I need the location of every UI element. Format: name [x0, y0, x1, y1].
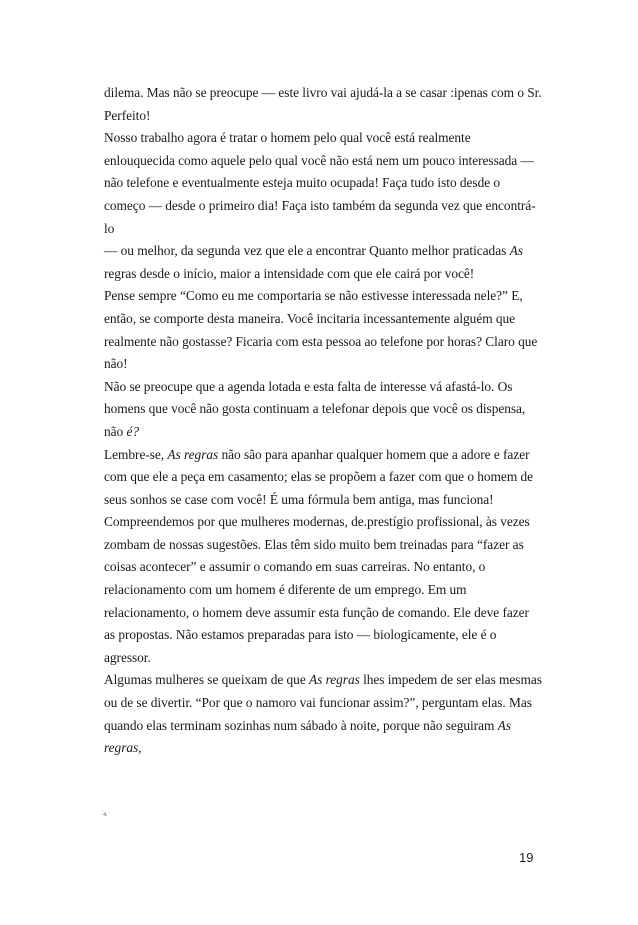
text-line [104, 692, 544, 715]
text-line [104, 602, 544, 625]
text-line [104, 105, 544, 128]
italic-text: As regras [167, 446, 219, 462]
text-run: quando elas terminam sozinhas num sábado à noite, porque não seguiram [104, 717, 498, 733]
text-run: ou de se divertir. “Por que o namoro vai funcionar assim?”, perguntam elas. Mas [104, 695, 532, 711]
text-line [104, 466, 544, 489]
text-line [104, 82, 544, 105]
text-run: não telefone e eventualmente esteja muito ocupada! Faça tudo isto desde o [104, 175, 501, 191]
text-line [104, 398, 544, 421]
text-run: lo [104, 220, 115, 236]
text-run: zombam de nossas sugestões. Elas têm sido muito bem treinadas para “fazer as [104, 536, 524, 552]
text-line [104, 308, 544, 331]
text-run: dilema. Mas não se preocupe — este livro vai ajudá-la a se casar :ipenas com o Sr. [104, 85, 542, 100]
page-number: 19 [519, 850, 534, 865]
italic-text: é? [126, 423, 140, 439]
text-line [104, 376, 544, 399]
text-line [104, 331, 544, 354]
text-line [104, 444, 544, 467]
text-line [104, 556, 544, 579]
text-line [104, 579, 544, 602]
text-run: Compreendemos por que mulheres modernas, de.prestígio profissional, às vezes [104, 514, 530, 530]
text-line [104, 127, 544, 150]
text-run: realmente não gostasse? Ficaria com esta pessoa ao telefone por horas? Claro que [104, 333, 538, 349]
text-run: relacionamento com um homem é diferente de um emprego. Em um [104, 582, 467, 598]
text-line [104, 737, 544, 760]
italic-text: regras, [104, 740, 142, 756]
text-run: Algumas mulheres se queixam de que [104, 672, 310, 688]
text-line [104, 489, 544, 512]
text-line [104, 218, 544, 241]
text-line [104, 195, 544, 218]
text-run: as propostas. Não estamos preparadas para isto — biologicamente, ele é o [104, 627, 497, 643]
text-run: começo — desde o primeiro dia! Faça isto também da segunda vez que encontrá- [104, 197, 536, 213]
text-line [104, 285, 544, 308]
text-line [104, 534, 544, 557]
footnote-mark: 4. [103, 812, 108, 818]
text-run: Perfeito! [104, 107, 151, 123]
text-line [104, 669, 544, 692]
text-run: com que ele a peça em casamento; elas se propõem a fazer com que o homem de [104, 469, 534, 485]
italic-text: As regras [309, 672, 360, 688]
text-run: coisas acontecer” e assumir o comando em suas carreiras. No entanto, o [104, 559, 486, 575]
text-line [104, 511, 544, 534]
text-run: — ou melhor, da segunda vez que ele a encontrar Quanto melhor praticadas [104, 243, 510, 259]
text-run: Lembre-se, [104, 446, 168, 462]
text-run: Nosso trabalho agora é tratar o homem pelo qual você está realmente [104, 130, 471, 146]
text-run: enlouquecida como aquele pelo qual você não está nem um pouco interessada — [104, 152, 534, 168]
text-run: seus sonhos se case com você! É uma fórmula bem antiga, mas funciona! [104, 491, 494, 507]
text-run: não! [104, 356, 128, 372]
text-line [104, 421, 544, 444]
text-run: agressor. [104, 649, 151, 665]
text-line [104, 150, 544, 173]
text-run: então, se comporte desta maneira. Você incitaria incessantemente alguém que [104, 310, 516, 326]
text-line [104, 715, 544, 738]
text-run: regras desde o início, maior a intensidade com que ele cairá por você! [104, 265, 475, 281]
italic-text: As [509, 243, 523, 259]
italic-text: As [497, 717, 511, 733]
text-run: não [104, 423, 127, 439]
text-run: relacionamento, o homem deve assumir esta função de comando. Ele deve fazer [104, 604, 529, 620]
text-line [104, 172, 544, 195]
text-line [104, 240, 544, 263]
text-run: lhes impedem de ser elas mesmas [359, 672, 542, 688]
text-run: Pense sempre “Como eu me comportaria se não estivesse interessada nele?” E, [104, 288, 523, 304]
text-run: não são para apanhar qualquer homem que a adore e fazer [218, 446, 530, 462]
text-line [104, 263, 544, 286]
text-run: Não se preocupe que a agenda lotada e esta falta de interesse vá afastá-lo. Os [104, 378, 513, 394]
body-text [104, 82, 544, 760]
text-run: homens que você não gosta continuam a telefonar depois que você os dispensa, [104, 401, 526, 417]
text-line [104, 353, 544, 376]
text-line [104, 647, 544, 670]
text-line [104, 624, 544, 647]
